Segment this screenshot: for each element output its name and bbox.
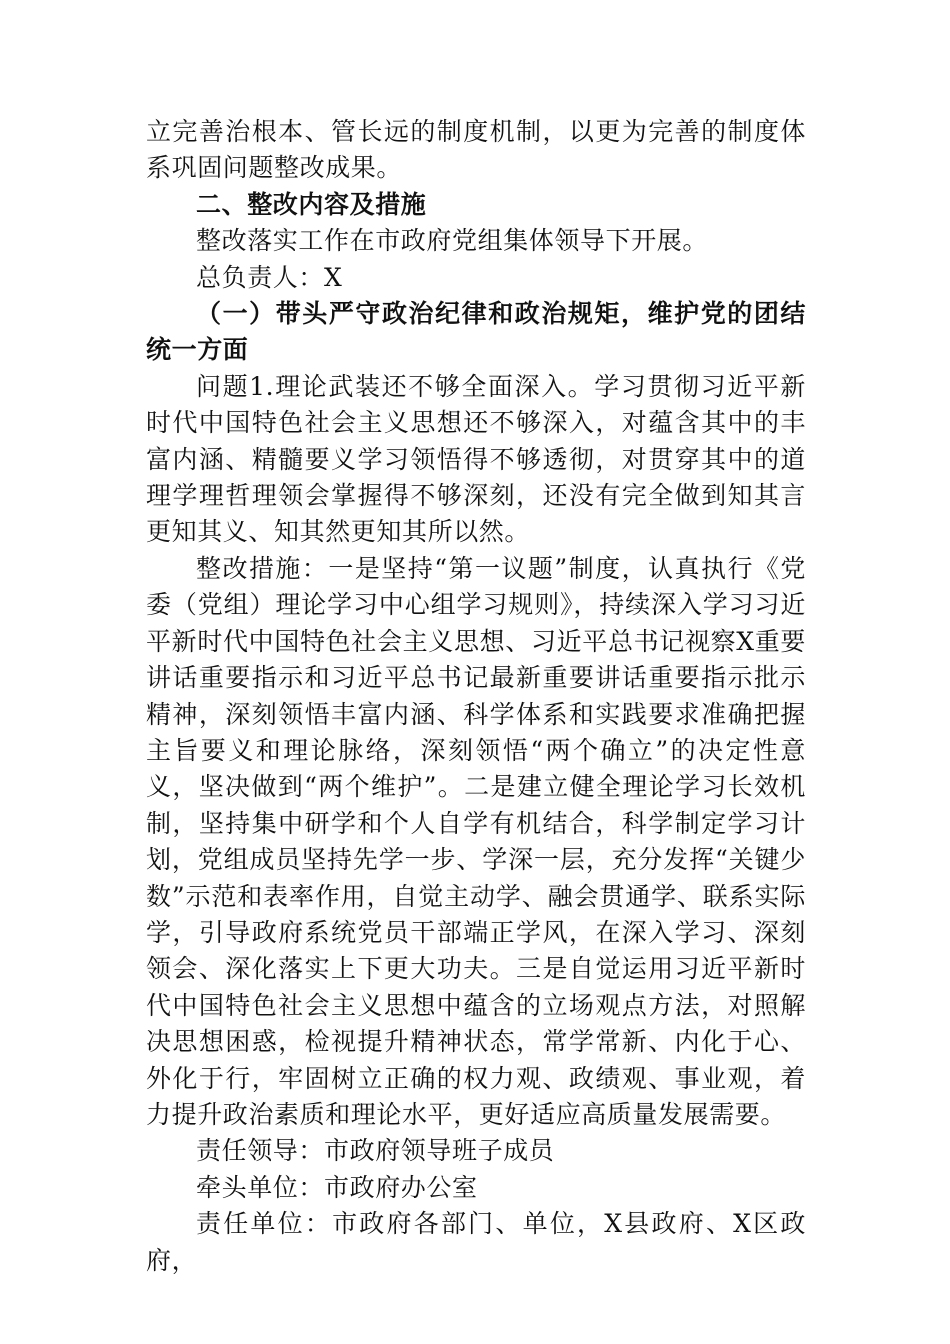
continuation-paragraph: 立完善治根本、管长远的制度机制，以更为完善的制度体系巩固问题整改成果。 (146, 117, 806, 183)
section-heading: 二、整改内容及措施 (196, 189, 427, 219)
subsection-heading: （一）带头严守政治纪律和政治规矩，维护党的团结统一方面 (146, 299, 806, 365)
document-page (146, 114, 806, 1279)
leadership-paragraph: 整改落实工作在市政府党组集体领导下开展。 (196, 226, 709, 256)
chief-responsible-paragraph: 总负责人：X (196, 262, 343, 292)
measures-paragraph: 整改措施：一是坚持“第一议题”制度，认真执行《党委（党组）理论学习中心组学习规则》，持续深入学习习近平新时代中国特色社会主义思想、习近平总书记视察X重要讲话重要指示和习近平总书记最新重要讲话重要指示批示精神，深刻领悟丰富内涵、科学体系和实践要求准确把握主旨要义和理论脉络，深刻领悟“两个确立”的决定性意义，坚决做到“两个维护”。二是建立健全理论学习长效机制，坚持集中研学和个人自学有机结合，科学制定学习计划，党组成员坚持先学一步、学深一层，充分发挥“关键少数”示范和表率作用，自觉主动学、融会贯通学、联系实际学，引导政府系统党员干部端正学风，在深入学习、深刻领会、深化落实上下更大功夫。三是自觉运用习近平新时代中国特色社会主义思想中蕴含的立场观点方法，对照解决思想困惑，检视提升精神状态，常学常新、内化于心、外化于行，牢固树立正确的权力观、政绩观、事业观，着力提升政治素质和理论水平，更好适应高质量发展需要。 (146, 553, 806, 1129)
responsible-leader-paragraph: 责任领导：市政府领导班子成员 (196, 1136, 555, 1166)
lead-unit-paragraph: 牵头单位：市政府办公室 (196, 1172, 478, 1202)
problem-paragraph: 问题1.理论武装还不够全面深入。学习贯彻习近平新时代中国特色社会主义思想还不够深入，对蕴含其中的丰富内涵、精髓要义学习领悟得不够透彻，对贯穿其中的道理学理哲理领会掌握得不够深刻，还没有完全做到知其言更知其义、知其然更知其所以然。 (146, 371, 806, 547)
responsible-units-paragraph: 责任单位：市政府各部门、单位，X县政府、X区政府， (146, 1209, 806, 1275)
